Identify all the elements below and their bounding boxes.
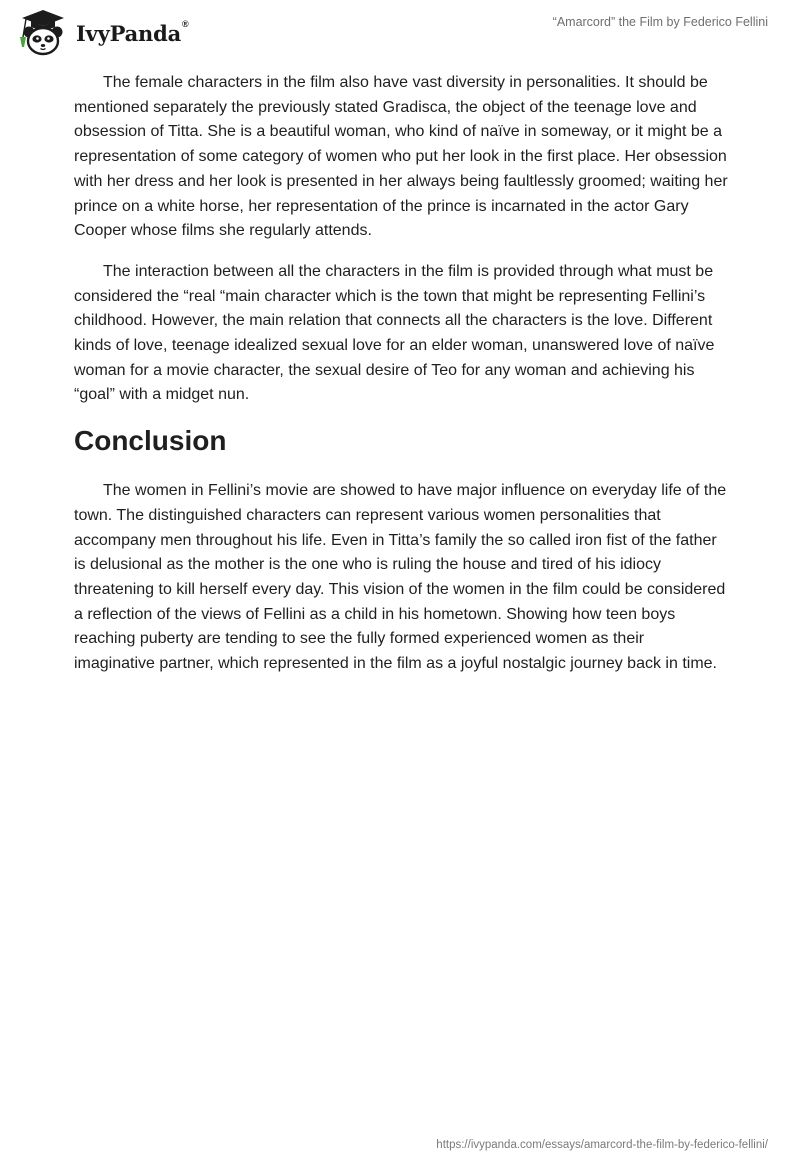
essay-body [74, 71, 728, 693]
ivypanda-logo[interactable] [14, 7, 188, 57]
registered-mark: ® [182, 18, 189, 29]
logo-wordmark: IvyPanda® [76, 18, 189, 46]
conclusion-paragraph: The women in Fellini’s movie are showed to have major influence on everyday life of the town. The distinguished characters can represent various women personalities that accompany men throughout his life. Even in Titta’s family the so called iron fist of the father is delusional as the mother is the one who is ruling the house and tired of his idiocy threatening to kill herself every day. This vision of the women in the film could be considered a reflection of the views of Fellini as a child in his hometown. Showing how teen boys reaching puberty are tending to see the fully formed experienced women as their imaginative partner, which represented in the film as a joyful nostalgic journey back in time. [74, 482, 727, 673]
section-heading-conclusion: Conclusion [74, 425, 227, 457]
page-header [0, 0, 800, 64]
body-paragraph: The female characters in the film also have vast diversity in personalities. It should be mentioned separately the previously stated Gradisca, the object of the teenage love and obsession of Titta. She is a beautiful woman, who kind of naïve in someway, or it might be a representation of some category of women who put her look in the first place. Her obsession with her dress and her look is presented in her always being faultlessly groomed; waiting her prince on a white horse, her representation of the prince is incarnated in the actor Gary Cooper whose films she regularly attends. [74, 74, 728, 240]
body-paragraph: The interaction between all the characters in the film is provided through what must be considered the “real “main character which is the town that might be representing Fellini’s childhood. However, the main relation that connects all the characters is the love. Different kinds of love, teenage idealized sexual love for an elder woman, unanswered love of naïve woman for a movie character, the sexual desire of Teo for any woman and achieving his “goal” with a midget nun. [74, 262, 715, 404]
source-url-link[interactable]: https://ivypanda.com/essays/amarcord-the-film-by-federico-fellini/ [436, 1139, 768, 1151]
document-title: “Amarcord” the Film by Federico Fellini [552, 15, 768, 29]
panda-logo-icon [14, 7, 72, 57]
